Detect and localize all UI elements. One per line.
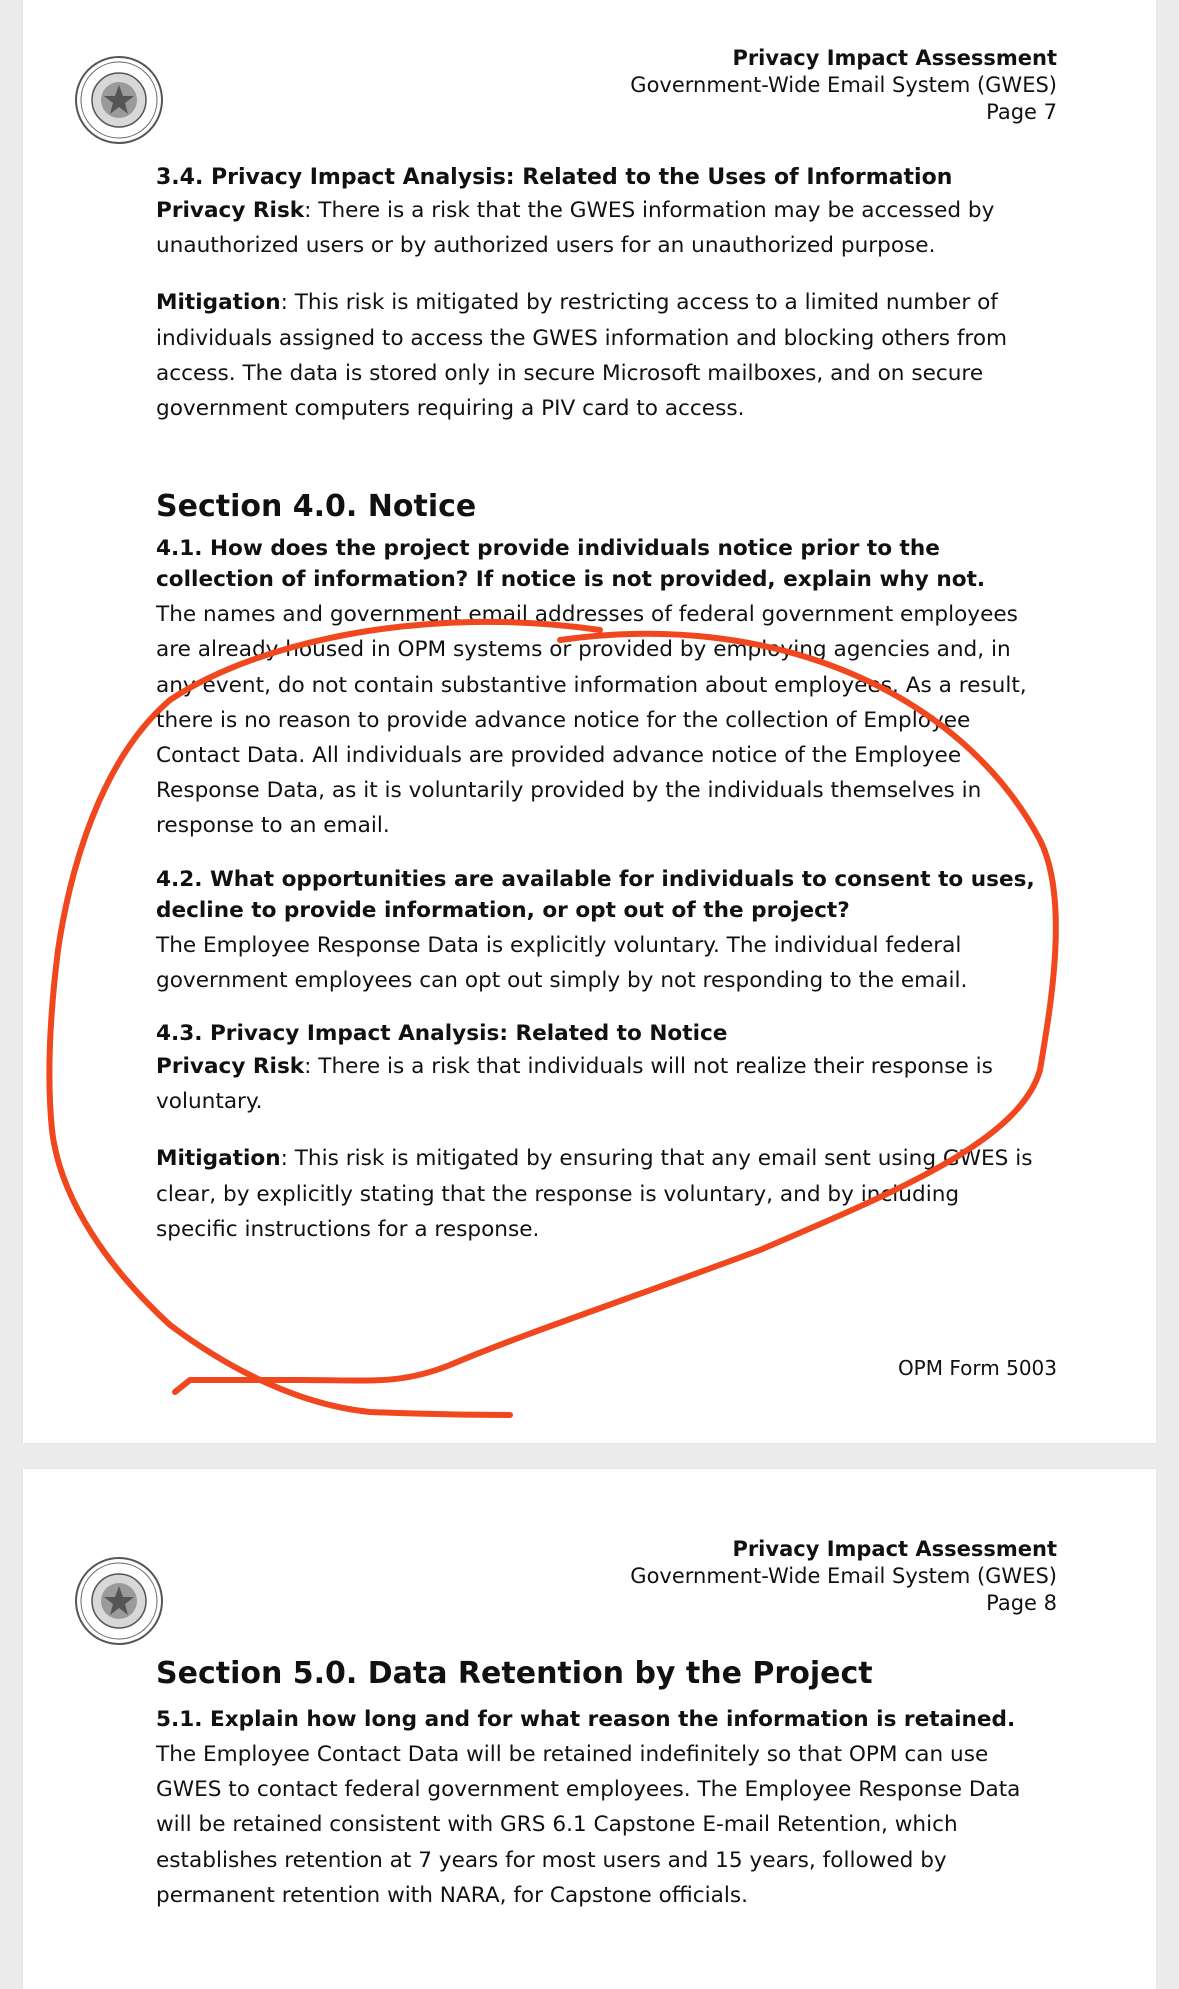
question-4-1: 4.1. How does the project provide individuals notice prior to the collection of information? If notice is not provided, explain why not.: [156, 536, 986, 593]
text-mitigation: : This risk is mitigated by ensuring that any email sent using GWES is clear, by explicitly stating that the response is voluntary, and by including specific instructions for a response.: [156, 1146, 1033, 1242]
paragraph-mitigation-3-4: [156, 285, 1036, 426]
text-mitigation: : This risk is mitigated by restricting access to a limited number of individuals assigned to access the GWES information and blocking others from access. The data is stored only in secure Microsoft mailboxes, and on secure government computers requiring a PIV card to access.: [156, 290, 1008, 422]
text-privacy-risk: : There is a risk that the GWES information may be accessed by unauthorized users or by authorized users for an unauthorized purpose.: [156, 198, 995, 259]
page-body: [156, 162, 1036, 1247]
opm-seal-icon: [74, 55, 164, 145]
section-4-title: Section 4.0. Notice: [156, 489, 477, 525]
label-mitigation: Mitigation: [156, 1146, 281, 1172]
page-header: [630, 45, 1057, 126]
opm-seal-icon: [74, 1556, 164, 1646]
section-5-title: Section 5.0. Data Retention by the Project: [156, 1656, 873, 1691]
page-header: [630, 1536, 1057, 1617]
label-privacy-risk: Privacy Risk: [156, 1054, 305, 1080]
text-privacy-risk: : There is a risk that individuals will not realize their response is voluntary.: [156, 1054, 993, 1115]
header-system: Government-Wide Email System (GWES): [630, 73, 1057, 97]
page-footer: OPM Form 5003: [897, 1356, 1057, 1380]
header-page-number: Page 8: [986, 1591, 1057, 1615]
answer-4-2: The Employee Response Data is explicitly voluntary. The individual federal government employees can opt out simply by not responding to the email.: [156, 932, 968, 993]
heading-3-4: 3.4. Privacy Impact Analysis: Related to the Uses of Information: [156, 165, 953, 190]
label-mitigation: Mitigation: [156, 290, 281, 316]
header-title: Privacy Impact Assessment: [732, 1537, 1057, 1561]
question-4-2: 4.2. What opportunities are available for individuals to consent to uses, decline to provide information, or opt out of the project?: [156, 866, 1035, 923]
header-page-number: Page 7: [986, 100, 1057, 124]
answer-4-1: The names and government email addresses of federal government employees are already housed in OPM systems or provided by employing agencies and, in any event, do not contain substantive information about employees. As a result, there is no reason to provide advance notice for the collection of Employee Contact Data. All individuals are provided advance notice of the Employee Response Data, as it is voluntarily provided by the individuals themselves in response to an email.: [156, 602, 1027, 839]
header-title: Privacy Impact Assessment: [732, 46, 1057, 70]
answer-5-1: The Employee Contact Data will be retained indefinitely so that OPM can use GWES to contact federal government employees. The Employee Response Data will be retained consistent with GRS 6.1 Capstone E-mail Retention, which establishes retention at 7 years for most users and 15 years, followed by permanent retention with NARA, for Capstone officials.: [156, 1742, 1021, 1908]
paragraph-privacy-risk-3-4: [156, 193, 1036, 263]
paragraph-mitigation-4-3: [156, 1141, 1036, 1247]
paragraph-privacy-risk-4-3: [156, 1049, 1036, 1119]
header-system: Government-Wide Email System (GWES): [630, 1564, 1057, 1588]
heading-4-3: 4.3. Privacy Impact Analysis: Related to Notice: [156, 1021, 728, 1047]
page-body: [156, 1654, 1036, 1913]
document-page-8: [23, 1469, 1156, 1989]
document-page-7: [23, 0, 1156, 1443]
label-privacy-risk: Privacy Risk: [156, 198, 305, 223]
question-5-1: 5.1. Explain how long and for what reason the information is retained.: [156, 1707, 1016, 1732]
